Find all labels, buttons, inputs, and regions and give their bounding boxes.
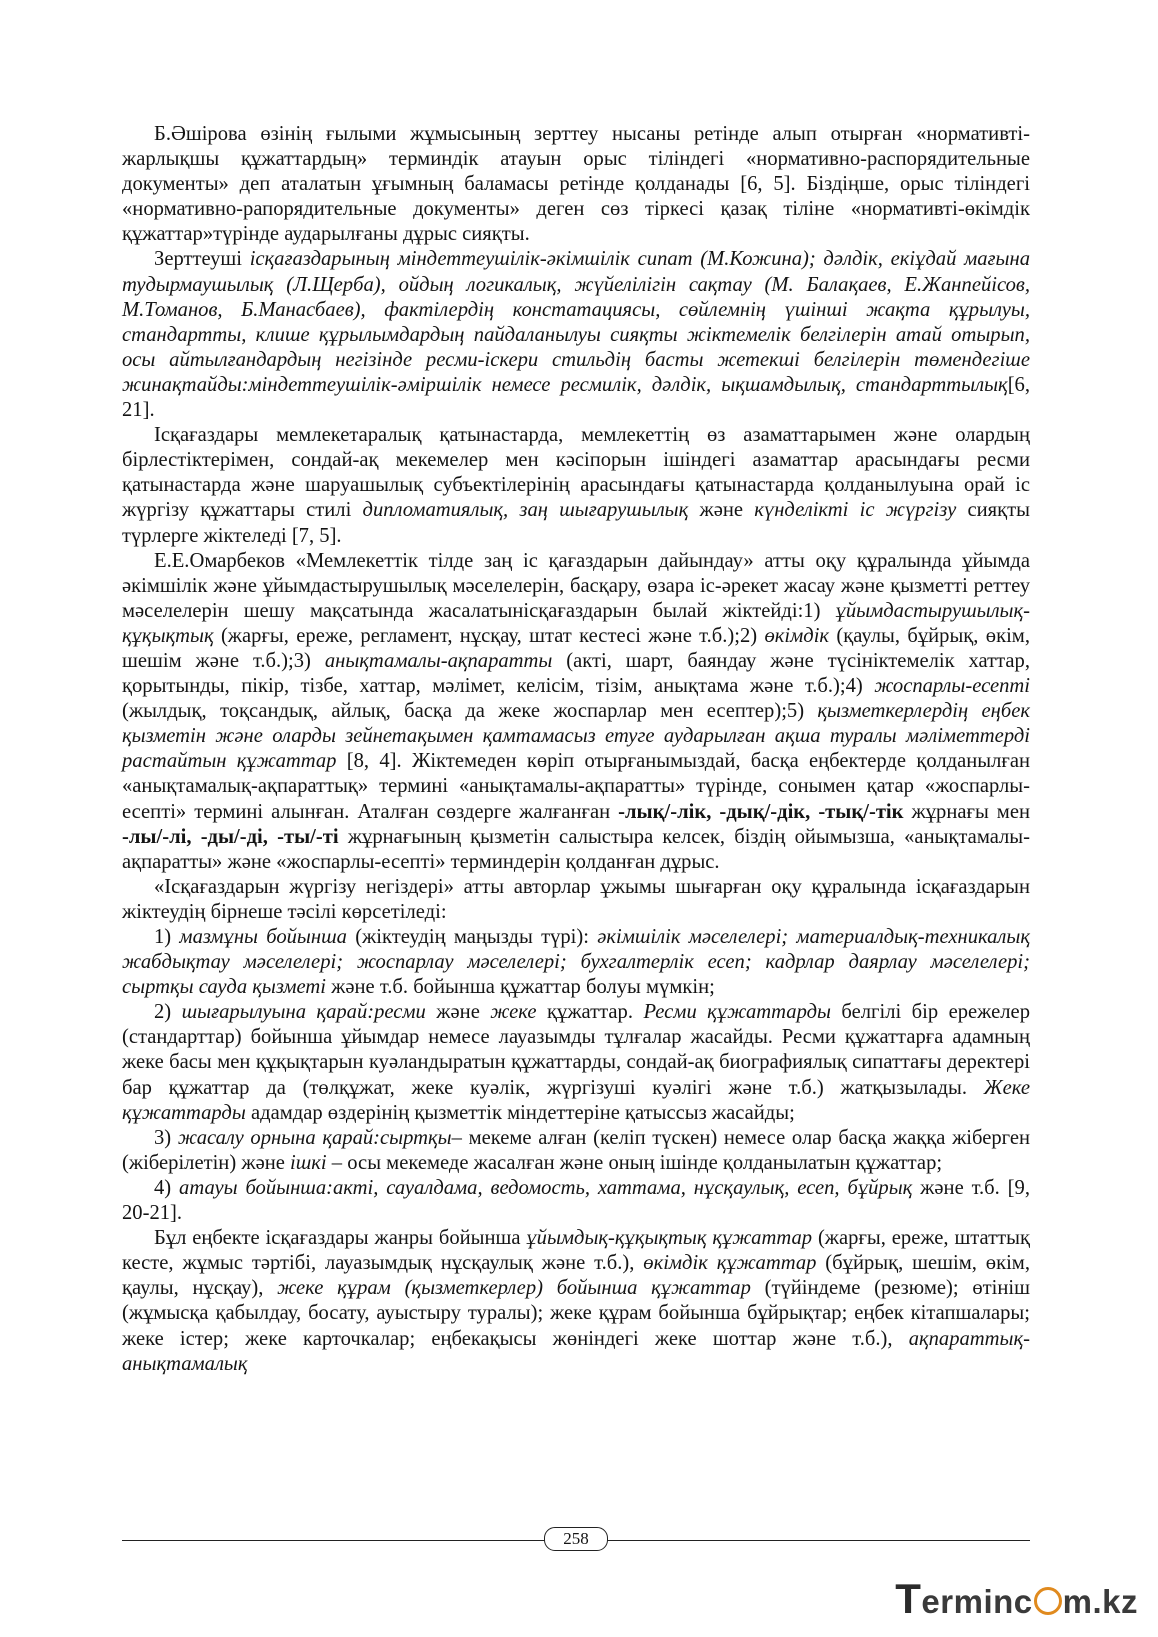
list-item-1 [122, 925, 1030, 1000]
text-run: – осы мекемеде жасалған және оның ішінде қолданылатын құжаттар; [326, 1151, 943, 1174]
text-run: (жарғы, ереже, регламент, нұсқау, штат кестесі және т.б.);2) [213, 624, 765, 647]
italic-run: ұйымдық-құқықтық құжаттар [526, 1227, 813, 1250]
logo-initial: T [895, 1575, 922, 1622]
text-run: Е.Е.Омарбеков «Мемлекеттік тілде заң іс қағаздарын дайындау» атты оқу құралында ұйымда әкімшілік және ұйымдастырушылық мәселелерін, басқару, өзара іс-әрекет жасау және қызметті реттеу мәселелерін шешу мақсатында жасалатынісқағаздарын былай жіктейді:1) [122, 549, 1030, 622]
text-run: (жылдық, тоқсандық, айлық, басқа да жеке жоспарлар мен есептер);5) [122, 700, 818, 723]
text-run: [8, 4]. Жіктемеден көріп отырғанымыздай, басқа еңбектерде қолданылған «анықтамалық-ақпараттық» термині «анықтамалы-ақпаратты» түрінде, сонымен қатар «жоспарлы-есепті» термині алынған. Аталған сөздерге жалғанған [122, 750, 1030, 823]
list-item-2 [122, 1000, 1030, 1125]
text-run: және [688, 499, 755, 522]
text-run: Зерттеуші [154, 248, 250, 271]
text-run: (қаулы, бұйрық, өкім, шешім және т.б.);3) [122, 624, 1030, 672]
italic-run: әкімшілік мәселелері; материалдық-техникалық жабдықтау мәселелері; жоспарлау мәселелері; бухгалтерлік есеп; кадрлар даярлау мәселелері; сыртқы сауда қызметі [122, 926, 1030, 999]
text-run: 1) [154, 926, 180, 948]
paragraph-5 [122, 875, 1030, 925]
document-body [122, 122, 1030, 1377]
text-run: 3) [154, 1126, 178, 1149]
italic-run: шығарылуына қарай:ресми [181, 1001, 426, 1024]
logo-o-icon [1034, 1587, 1062, 1615]
italic-run: ақпараттық-анықтамалық [122, 1327, 1030, 1375]
italic-run: атауы бойынша:акті, сауалдама, ведомость, хаттама, нұсқаулық, есеп, бұйрық [179, 1176, 913, 1199]
text-run: [6, 21]. [122, 373, 1030, 422]
italic-run: жоспарлы-есепті [874, 675, 1030, 698]
text-run: Бұл еңбекте ісқағаздары жанры бойынша [154, 1227, 527, 1250]
italic-run: мазмұны бойынша [179, 926, 347, 948]
italic-run: анықтамалы-ақпаратты [324, 649, 553, 672]
bold-run: -лық/-лік, -дық/-дік, -тық/-тік [618, 800, 904, 823]
text-run: және т.б. бойынша құжаттар болуы мүмкін; [326, 976, 715, 999]
italic-run: дипломатиялық, заң шығарушылық [362, 499, 689, 522]
text-run: сияқты түрлерге жіктеледі [7, 5]. [122, 499, 1030, 547]
text-run: – мекеме алған (келіп түскен) немесе олар басқа жаққа жіберген (жіберілетін) және [122, 1126, 1030, 1174]
text-run: (түйіндеме (резюме); өтініш (жұмысқа қабылдау, босату, ауыстыру туралы); жеке құрам бойынша бұйрықтар; еңбек кітапшалары; жеке істер; жеке карточкалар; еңбекақысы жөніндегі жеке шоттар және т.б.), [122, 1277, 1030, 1350]
text-run: жұрнағының қызметін салыстыра келсек, біздің ойымызша, «анықтамалы-ақпаратты» және «жоспарлы-есепті» терминдерін қолданған дұрыс. [122, 825, 1031, 873]
text-run: Б.Әшірова өзінің ғылыми жұмысының зерттеу нысаны ретінде алып отырған «нормативті-жарлықшы құжаттардың» терминдік атауын орыс тіліндегі «нормативно-распорядительные документы» деп аталатын ұғымның баламасы ретінде қолданады [6, 5]. Біздіңше, орыс тіліндегі «нормативно-рапорядительные документы» деген сөз тіркесі қазақ тіліне «нормативті-өкімдік құжаттар»түрінде аударылғаны дұрыс сияқты. [122, 123, 1030, 246]
logo-text-part2: m.kz [1062, 1583, 1138, 1620]
paragraph-2 [122, 247, 1030, 423]
paragraph-3 [122, 423, 1030, 548]
page-footer [122, 1525, 1030, 1555]
text-run: 2) [154, 1001, 182, 1024]
list-item-4 [122, 1176, 1030, 1226]
italic-run: күнделікті іс жүргізу [754, 499, 957, 522]
italic-run: Жеке құжаттарды [122, 1076, 1030, 1124]
italic-run: өкімдік құжаттар [643, 1252, 817, 1275]
italic-run: қызметкерлердің еңбек қызметін және оларды зейнетақымен қамтамасыз етуге аударылған ақша туралы мәліметтерді растайтын құжаттар [122, 700, 1031, 773]
text-run: (жарғы, ереже, штаттық кесте, жұмыс тәртібі, лауазымдық нұсқаулық және т.б.), [122, 1227, 1030, 1275]
paragraph-1 [122, 122, 1030, 247]
italic-run: ішкі [290, 1151, 327, 1174]
italic-run: жасалу орнына қарай:сыртқы [177, 1126, 452, 1149]
bold-run: -лы/-лі, -ды/-ді, -ты/-ті [122, 825, 339, 848]
italic-run: жеке құрам (қызметкерлер) бойынша құжаттар [277, 1277, 751, 1300]
text-run: «Ісқағаздарын жүргізу негіздері» атты авторлар ұжымы шығарған оқу құралында ісқағаздарын жіктеудің бірнеше тәсілі көрсетіледі: [122, 875, 1030, 923]
text-run: (жіктеудің маңызды түрі): [346, 926, 598, 948]
page-number: 258 [544, 1527, 608, 1551]
italic-run: Ресми құжаттарды [643, 1001, 831, 1024]
paragraph-6 [122, 1226, 1030, 1377]
text-run: (бұйрық, шешім, өкім, қаулы, нұсқау), [122, 1252, 1030, 1300]
text-run: (акті, шарт, баяндау және түсініктемелік хаттар, қорытынды, пікір, тізбе, хаттар, мәлімет, келісім, тізім, анықтама және т.б.);4) [122, 649, 1030, 698]
text-run: жұрнағы мен [903, 800, 1030, 823]
list-item-3 [122, 1126, 1030, 1176]
terminkom-logo [895, 1575, 1138, 1623]
logo-text-part1: erminc [921, 1583, 1033, 1620]
italic-run: ісқағаздарының міндеттеушілік-әкімшілік сипат (М.Кожина); дәлдік, екіұдай мағына тудырмаушылық (Л.Щерба), ойдың логикалық, жүйелілігін сақтау (М. Балақаев, Е.Жанпейісов, М.Томанов, Б.Манасбаев), фактілердің констатациясы, сөйлемнің үшінші жақта құрылуы, стандартты, клише құрылымдардың пайдаланылуы сияқты жіктемелік белгілерін атай отырып, осы айтылғандардың негізінде ресми-іскери стильдің басты жетекші белгілерін төмендегіше жинақтайды:міндеттеушілік-әміршілік немесе ресмилік, дәлдік, ықшамдылық, стандарттылық [122, 248, 1031, 396]
text-run: белгілі бір ережелер (стандарттар) бойынша ұйымдар немесе лауазымды тұлғалар жасайды. Ресми құжаттарға адамның жеке басы мен құқықтарын куәландыратын құжаттарды, сондай-ақ биографиялық сипаттағы деректері бар құжаттар да (төлқұжат, жеке куәлік, жүргізуші куәлігі және т.б.) жатқызылады. [122, 1001, 1030, 1099]
text-run: және т.б. [9, 20-21]. [122, 1176, 1030, 1225]
italic-run: жеке [490, 1001, 537, 1024]
text-run: 4) [154, 1176, 180, 1199]
italic-run: ұйымдастырушылық-құқықтық [122, 599, 1030, 647]
text-run: Ісқағаздары мемлекетаралық қатынастарда, мемлекеттің өз азаматтарымен және олардың бірлестіктерімен, сондай-ақ мекемелер мен кәсіпорын ішіндегі азаматтар арасындағы ресми қатынастарда және шаруашылық субъектілерінің арасындағы қатынастарда қолданылуына орай іс жүргізу құжаттары стилі [122, 424, 1030, 522]
text-run: және [425, 1001, 491, 1024]
italic-run: өкімдік [764, 624, 830, 647]
text-run: адамдар өздерінің қызметтік міндеттеріне қатыссыз жасайды; [245, 1101, 795, 1124]
paragraph-4 [122, 549, 1030, 875]
text-run: құжаттар. [536, 1001, 644, 1024]
